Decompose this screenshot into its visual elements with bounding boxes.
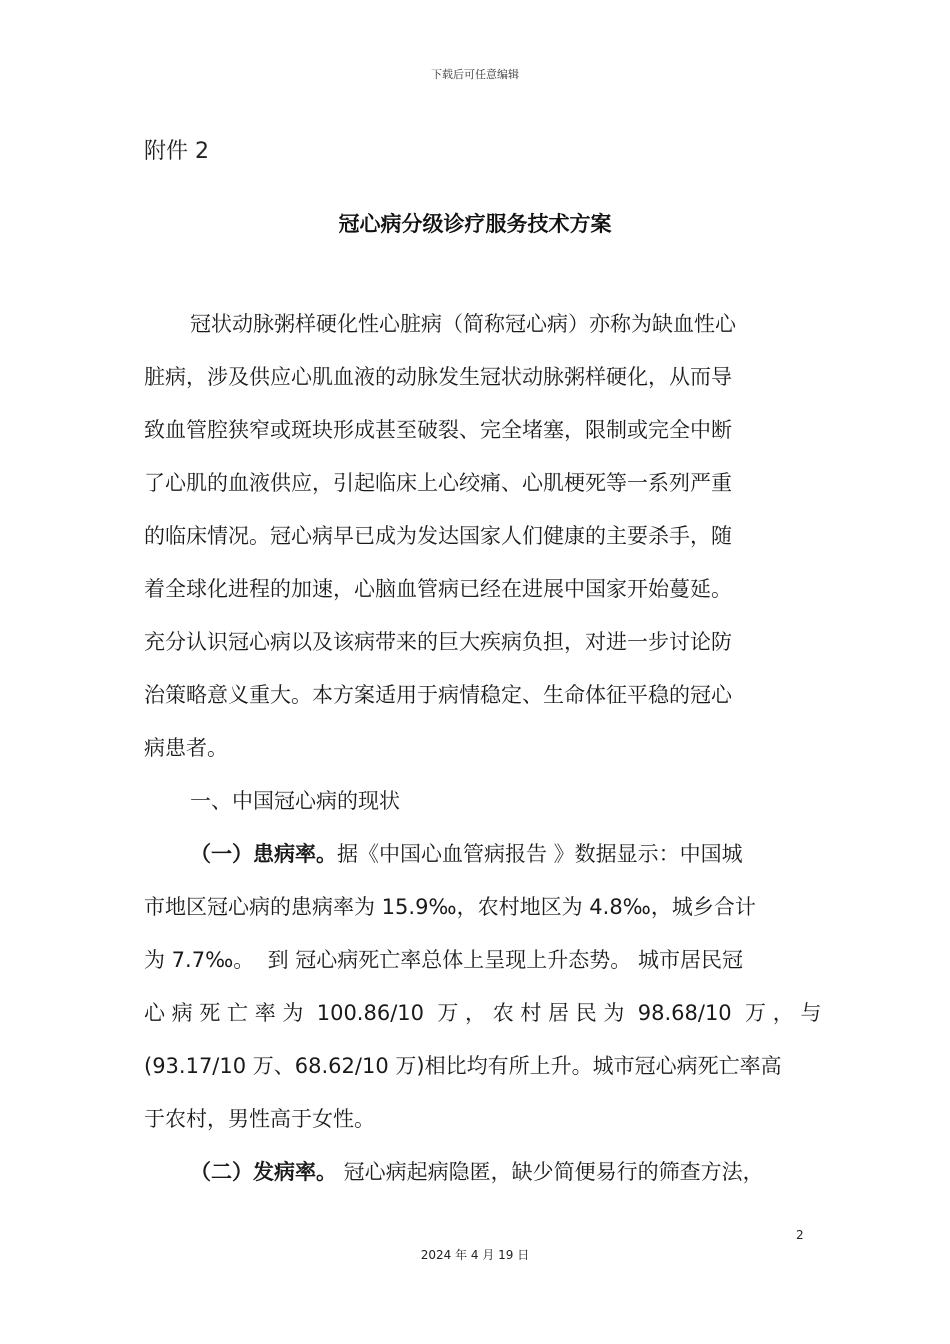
- subsection-2: [144, 1146, 808, 1199]
- text-line: 病患者。: [144, 736, 228, 760]
- text-line: 的临床情况。冠心病早已成为发达国家人们健康的主要杀手，随: [144, 524, 732, 548]
- text-line: 治策略意义重大。本方案适用于病情稳定、生命体征平稳的冠心: [144, 683, 732, 707]
- intro-paragraph: [144, 298, 822, 1199]
- page-number: 2: [796, 1228, 804, 1242]
- section-heading: 一、中国冠心病的现状: [190, 789, 400, 813]
- subsection-1-label: （一）患病率。: [190, 842, 337, 866]
- text-line: 脏病，涉及供应心肌血液的动脉发生冠状动脉粥样硬化，从而导: [144, 365, 732, 389]
- text-line: 心 病 死 亡 率 为 100.86/10 万 ， 农 村 居 民 为 98.68/10 万 ， 与: [144, 1001, 822, 1025]
- attachment-label: 附件 2: [144, 139, 209, 164]
- document-title: 冠心病分级诊疗服务技术方案: [338, 212, 612, 236]
- text-line: 冠状动脉粥样硬化性心脏病（简称冠心病）亦称为缺血性心: [190, 312, 736, 336]
- text-line: 着全球化进程的加速，心脑血管病已经在进展中国家开始蔓延。: [144, 577, 732, 601]
- text-line: 为 7.7‰。 到 冠心病死亡率总体上呈现上升态势。 城市居民冠: [144, 948, 743, 972]
- text-line: 于农村，男性高于女性。: [144, 1107, 375, 1131]
- text-line: (93.17/10 万、68.62/10 万)相比均有所上升。城市冠心病死亡率高: [144, 1054, 782, 1078]
- subsection-2-label: （二）发病率。: [190, 1160, 337, 1184]
- text-line: 冠心病起病隐匿，缺少简便易行的筛查方法，: [337, 1160, 764, 1184]
- text-line: 充分认识冠心病以及该病带来的巨大疾病负担，对进一步讨论防: [144, 630, 732, 654]
- subsection-1: [144, 828, 808, 881]
- text-line: 了心肌的血液供应，引起临床上心绞痛、心肌梗死等一系列严重: [144, 471, 732, 495]
- text-line: 据《中国心血管病报告 》数据显示：中国城: [337, 842, 743, 866]
- page-header: 下载后可任意编辑: [431, 68, 519, 81]
- page-footer-date: 2024 年 4 月 19 日: [420, 1248, 530, 1262]
- text-line: 市地区冠心病的患病率为 15.9‰，农村地区为 4.8‰，城乡合计: [144, 895, 756, 919]
- text-line: 致血管腔狭窄或斑块形成甚至破裂、完全堵塞，限制或完全中断: [144, 418, 732, 442]
